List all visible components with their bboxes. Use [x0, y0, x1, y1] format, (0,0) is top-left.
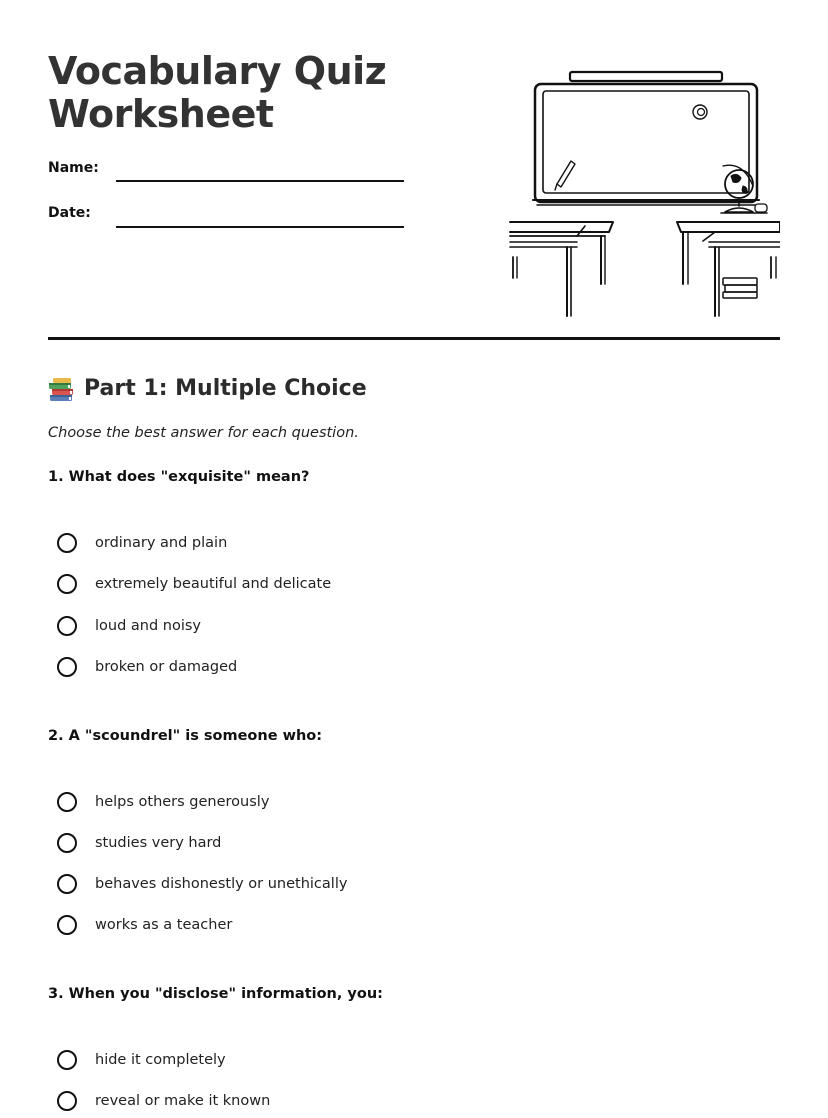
books-icon	[48, 376, 75, 403]
radio-button[interactable]	[57, 616, 77, 636]
option-label: hide it completely	[95, 1052, 226, 1068]
question-3-prompt: 3. When you "disclose" information, you:	[48, 986, 383, 1002]
radio-button[interactable]	[57, 574, 77, 594]
option-label: loud and noisy	[95, 618, 202, 634]
question-3-option-b[interactable]	[57, 1088, 270, 1114]
part-1-instructions: Choose the best answer for each question.	[48, 425, 359, 441]
question-2-option-b[interactable]	[57, 830, 221, 856]
radio-button[interactable]	[57, 874, 77, 894]
option-label: helps others generously	[95, 794, 270, 810]
worksheet-title	[48, 50, 386, 136]
header-divider	[48, 337, 780, 340]
question-2-option-d[interactable]	[57, 912, 232, 938]
question-3-option-a[interactable]	[57, 1047, 226, 1073]
option-label: reveal or make it known	[95, 1093, 271, 1109]
option-label: extremely beautiful and delicate	[95, 576, 332, 592]
radio-button[interactable]	[57, 833, 77, 853]
question-2-option-a[interactable]	[57, 789, 269, 815]
part-1-heading	[48, 374, 367, 404]
option-label: broken or damaged	[95, 659, 238, 675]
question-1-prompt: 1. What does "exquisite" mean?	[48, 469, 310, 485]
radio-button[interactable]	[57, 657, 77, 677]
radio-button[interactable]	[57, 915, 77, 935]
radio-button[interactable]	[57, 1050, 77, 1070]
question-2-prompt: 2. A "scoundrel" is someone who:	[48, 728, 323, 744]
option-label: ordinary and plain	[95, 535, 228, 551]
classroom-illustration	[505, 66, 780, 322]
date-answer-line[interactable]	[116, 226, 404, 228]
radio-button[interactable]	[57, 533, 77, 553]
question-1-option-c[interactable]	[57, 613, 201, 639]
title-line-1: Vocabulary Quiz	[48, 49, 387, 93]
question-2-option-c[interactable]	[57, 871, 347, 897]
question-1-option-b[interactable]	[57, 571, 331, 597]
name-answer-line[interactable]	[116, 180, 404, 182]
question-1-option-a[interactable]	[57, 530, 227, 556]
question-1-option-d[interactable]	[57, 654, 237, 680]
title-line-2: Worksheet	[48, 92, 274, 136]
option-label: studies very hard	[95, 835, 222, 851]
part-1-heading-text: Part 1: Multiple Choice	[84, 376, 367, 401]
name-label: Name:	[48, 160, 99, 176]
radio-button[interactable]	[57, 1091, 77, 1111]
date-label: Date:	[48, 205, 91, 221]
option-label: behaves dishonestly or unethically	[95, 876, 348, 892]
option-label: works as a teacher	[95, 917, 233, 933]
radio-button[interactable]	[57, 792, 77, 812]
